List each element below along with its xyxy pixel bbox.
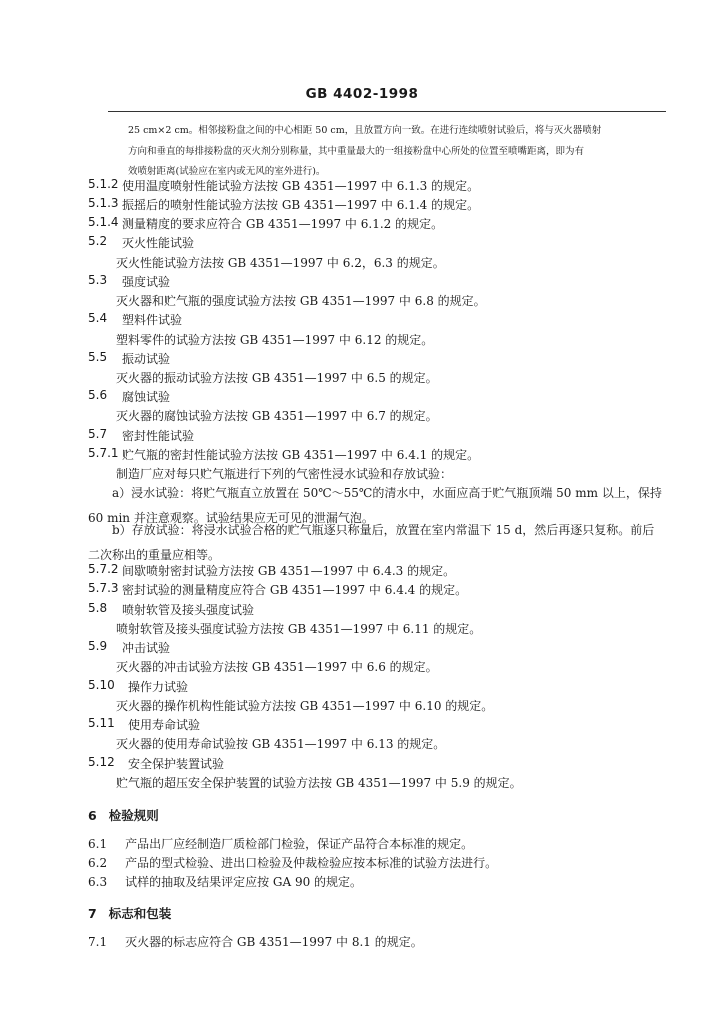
paragraph-a: a）浸水试验：将贮气瓶直立放置在 50℃～55℃的清水中，水面应高于贮气瓶顶端 50 mm 以上，保持 60 min 并注意观察。试验结果应无可见的泄漏气泡。 xyxy=(88,486,662,525)
clause-6-1 xyxy=(88,835,473,852)
clause-number: 6.2 xyxy=(88,856,108,870)
clause-text: 试样的抽取及结果评定应按 GA 90 的规定。 xyxy=(125,875,363,889)
clause-text: 产品的型式检验、进出口检验及仲裁检验应按本标准的试验方法进行。 xyxy=(125,856,498,870)
clause-number: 5.10 xyxy=(88,678,115,692)
clause-6-2 xyxy=(88,854,497,871)
clause-number: 5.2 xyxy=(88,234,108,248)
clause-text: 测量精度的要求应符合 GB 4351—1997 中 6.1.2 的规定。 xyxy=(122,217,444,231)
clause-number: 6.3 xyxy=(88,875,108,889)
clause-number: 5.1.3 xyxy=(88,196,119,210)
chapter-6-heading xyxy=(88,806,159,824)
clause-number: 5.8 xyxy=(88,601,108,615)
chapter-number: 6 xyxy=(88,808,97,823)
clause-text: 使用温度喷射性能试验方法按 GB 4351—1997 中 6.1.3 的规定。 xyxy=(122,179,480,193)
clause-number: 6.1 xyxy=(88,837,108,851)
clause-body-text: 喷射软管及接头强度试验方法按 GB 4351—1997 中 6.11 的规定。 xyxy=(116,622,482,636)
clause-number: 5.11 xyxy=(88,716,115,730)
clause-number: 5.7.3 xyxy=(88,581,119,595)
clause-text: 灭火器的标志应符合 GB 4351—1997 中 8.1 的规定。 xyxy=(125,935,423,949)
clause-number: 5.1.2 xyxy=(88,177,119,191)
clause-body-text: 灭火器的使用寿命试验按 GB 4351—1997 中 6.13 的规定。 xyxy=(116,737,446,751)
clause-heading: 使用寿命试验 xyxy=(128,718,201,732)
clause-body-text: 灭火器的操作机构性能试验方法按 GB 4351—1997 中 6.10 的规定。 xyxy=(116,699,494,713)
clause-number: 5.5 xyxy=(88,350,108,364)
clause-number: 5.12 xyxy=(88,755,115,769)
intro-line: 25 cm×2 cm。相邻接粉盘之间的中心相距 50 cm，且放置方向一致。在进行连续喷射试验后，将与灭火器喷射 xyxy=(128,125,602,136)
clause-heading: 冲击试验 xyxy=(122,641,171,655)
clause-text: 间歇喷射密封试验方法按 GB 4351—1997 中 6.4.3 的规定。 xyxy=(122,564,456,578)
paragraph-b: b）存放试验：将浸水试验合格的贮气瓶逐只称量后，放置在室内常温下 15 d，然后再逐只复称。前后二次称出的重量应相等。 xyxy=(88,523,655,562)
page-header: GB 4402-1998 xyxy=(305,86,419,102)
clause-number: 5.3 xyxy=(88,273,108,287)
chapter-number: 7 xyxy=(88,906,97,921)
clause-text: 密封试验的测量精度应符合 GB 4351—1997 中 6.4.4 的规定。 xyxy=(122,583,468,597)
clause-body-text: 贮气瓶的超压安全保护装置的试验方法按 GB 4351—1997 中 5.9 的规定。 xyxy=(116,776,522,790)
clause-number: 5.1.4 xyxy=(88,215,119,229)
clause-number: 5.7.2 xyxy=(88,562,119,576)
clause-7-1 xyxy=(88,933,423,950)
clause-body-text: 灭火器的腐蚀试验方法按 GB 4351—1997 中 6.7 的规定。 xyxy=(116,409,438,423)
intro-line: 方向和垂直的每排接粉盘的灭火剂分别称量，其中重量最大的一组接粉盘中心所处的位置至喷嘴距离，即为有 xyxy=(128,145,585,157)
clause-body-text: 灭火器和贮气瓶的强度试验方法按 GB 4351—1997 中 6.8 的规定。 xyxy=(116,294,486,308)
clause-text: 振摇后的喷射性能试验方法按 GB 4351—1997 中 6.1.4 的规定。 xyxy=(122,198,480,212)
clause-number: 5.4 xyxy=(88,311,108,325)
clause-heading: 喷射软管及接头强度试验 xyxy=(122,603,255,617)
header-rule xyxy=(108,111,666,112)
clause-number: 5.9 xyxy=(88,639,108,653)
clause-body-text: 灭火性能试验方法按 GB 4351—1997 中 6.2，6.3 的规定。 xyxy=(116,256,445,270)
chapter-title: 检验规则 xyxy=(108,808,159,823)
clause-body-text: 制造厂应对每只贮气瓶进行下列的气密性浸水试验和存放试验： xyxy=(116,467,453,481)
clause-heading: 振动试验 xyxy=(122,352,171,366)
clause-text: 贮气瓶的密封性能试验方法按 GB 4351—1997 中 6.4.1 的规定。 xyxy=(122,448,480,462)
clause-heading: 强度试验 xyxy=(122,275,171,289)
clause-body-text: 塑料零件的试验方法按 GB 4351—1997 中 6.12 的规定。 xyxy=(116,333,434,347)
clause-6-3 xyxy=(88,873,362,890)
clause-heading: 灭火性能试验 xyxy=(122,236,195,250)
intro-paragraph xyxy=(128,121,666,183)
clause-number: 5.7.1 xyxy=(88,446,119,460)
clause-heading: 塑料件试验 xyxy=(122,313,183,327)
clause-heading: 腐蚀试验 xyxy=(122,390,171,404)
clause-body-text: 灭火器的振动试验方法按 GB 4351—1997 中 6.5 的规定。 xyxy=(116,371,438,385)
chapter-title: 标志和包装 xyxy=(108,906,172,921)
clause-heading: 操作力试验 xyxy=(128,680,189,694)
clause-number: 5.6 xyxy=(88,388,108,402)
chapter-7-heading xyxy=(88,904,171,922)
clause-heading: 安全保护装置试验 xyxy=(128,757,225,771)
clause-number: 5.7 xyxy=(88,427,108,441)
clause-heading: 密封性能试验 xyxy=(122,429,195,443)
intro-line: 效喷射距离(试验应在室内或无风的室外进行)。 xyxy=(128,166,326,177)
clause-body-text: 灭火器的冲击试验方法按 GB 4351—1997 中 6.6 的规定。 xyxy=(116,660,438,674)
clause-text: 产品出厂应经制造厂质检部门检验，保证产品符合本标准的规定。 xyxy=(125,837,474,851)
clause-number: 7.1 xyxy=(88,935,108,949)
